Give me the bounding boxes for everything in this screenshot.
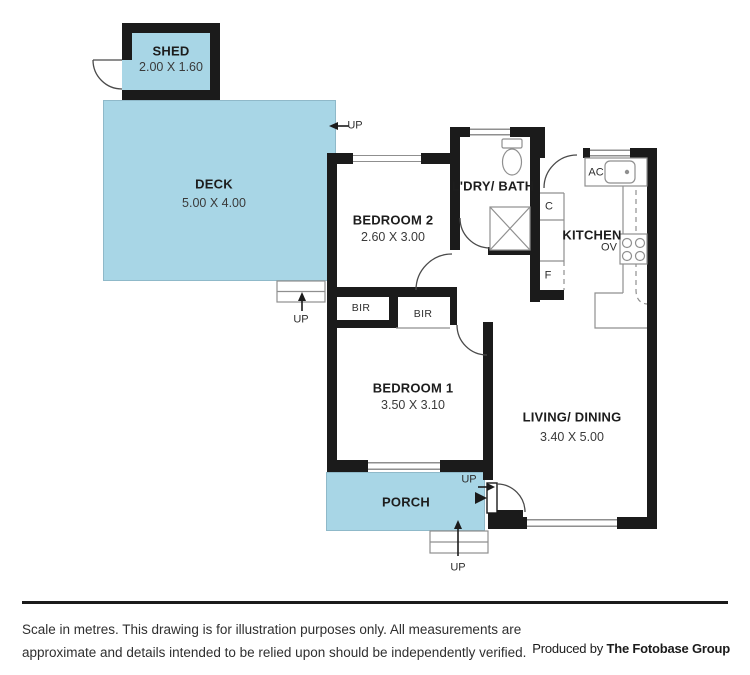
bedroom1-door-arc: [457, 325, 487, 355]
entry-direction-triangle-icon: [475, 492, 487, 504]
room-label-porch: PORCH: [382, 494, 430, 510]
bir-right-label: BIR: [413, 307, 433, 320]
kitchen-counter-return: [595, 293, 647, 328]
footer-divider: [22, 601, 728, 604]
producer-credit-name: The Fotobase Group: [606, 641, 730, 656]
producer-credit-prefix: Produced by: [532, 641, 607, 656]
shed-door-arc: [93, 60, 122, 89]
room-label-kitchen: KITCHEN: [562, 227, 622, 243]
room-dims-living-dining: 3.40 X 5.00: [540, 429, 604, 444]
bir-left-label: BIR: [351, 301, 371, 314]
fridge-label: F: [544, 269, 552, 282]
room-label-shed: SHED: [152, 43, 190, 59]
room-dims-shed: 2.00 X 1.60: [139, 59, 203, 74]
cupboard-label: C: [545, 200, 553, 213]
up-label-front-door: UP: [461, 473, 477, 486]
room-label-deck: DECK: [195, 176, 233, 192]
toilet-icon: [502, 139, 522, 175]
room-dims-bedroom2: 2.60 X 3.00: [361, 229, 425, 244]
producer-credit: [532, 641, 730, 656]
disclaimer-line2: approximate and details intended to be relied upon should be independently verified.: [22, 645, 527, 660]
bedroom2-door-arc: [416, 254, 452, 290]
porch-steps-icon: [430, 531, 488, 553]
shower-icon: [490, 207, 530, 250]
room-label-laundry-bath: L'DRY/ BATH: [451, 178, 535, 194]
room-label-bedroom2: BEDROOM 2: [352, 212, 434, 228]
up-label-porch-steps: UP: [450, 561, 466, 574]
room-dims-deck: 5.00 X 4.00: [182, 195, 246, 210]
up-label-deck-steps: UP: [293, 313, 309, 326]
bath-door-arc: [460, 218, 490, 248]
deck-entry-arrow-icon: [329, 122, 349, 130]
disclaimer-line1: Scale in metres. This drawing is for illustration purposes only. All measurements are: [22, 622, 522, 637]
up-label-deck-entry: UP: [347, 119, 363, 132]
kitchen-door-arc: [544, 155, 577, 188]
air-conditioner-label: AC: [588, 166, 604, 179]
room-dims-bedroom1: 3.50 X 3.10: [381, 397, 445, 412]
room-label-bedroom1: BEDROOM 1: [372, 380, 454, 396]
cooktop-icon: [620, 234, 647, 264]
room-label-living-dining: LIVING/ DINING: [522, 409, 622, 425]
oven-label: OV: [601, 241, 617, 254]
